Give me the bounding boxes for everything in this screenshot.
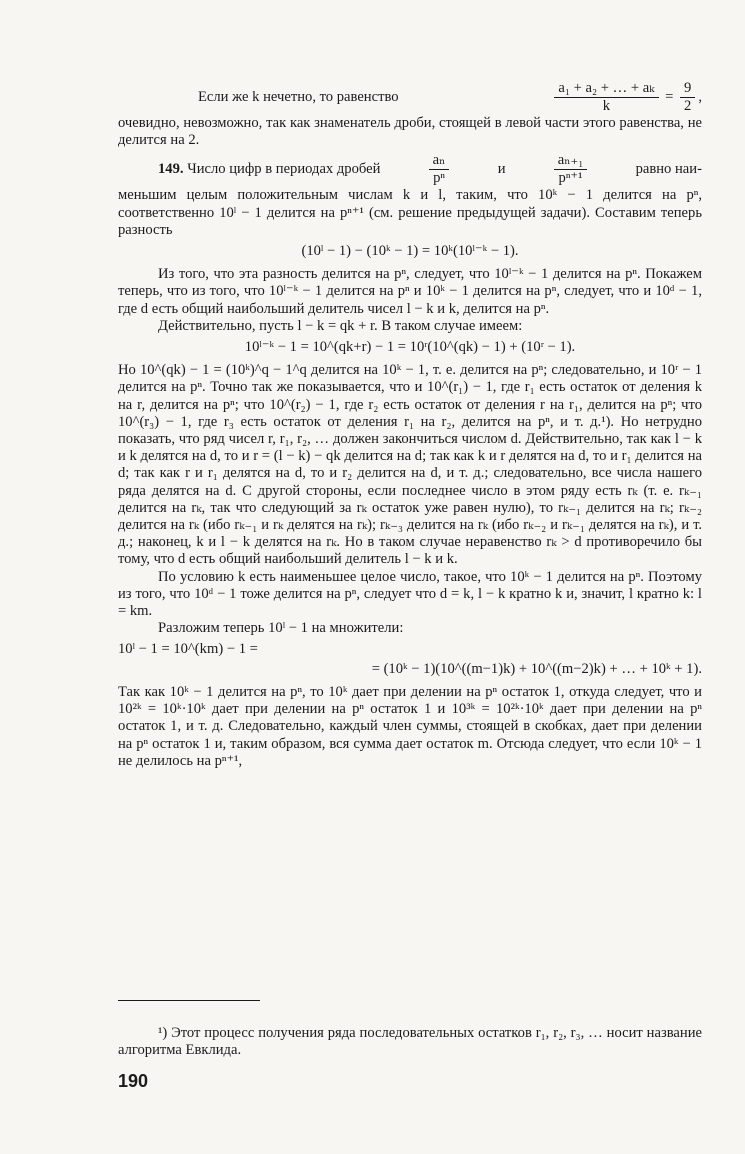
equation-difference: (10ˡ − 1) − (10ᵏ − 1) = 10ᵏ(10ˡ⁻ᵏ − 1). [301, 243, 519, 260]
fraction-an1-denominator: pⁿ⁺¹ [558, 170, 583, 187]
equation-factor-line-1: 10ˡ − 1 = 10^(km) − 1 = [118, 641, 258, 658]
paragraph-indeed: Действительно, пусть l − k = qk + r. В таком случае имеем: [158, 317, 523, 334]
nine-halves-fraction [680, 80, 695, 115]
footnote: ¹) Этот процесс получения ряда последовательных остатков r₁, r₂, r₃, … носит название алгоритма Евклида. [118, 1024, 702, 1059]
equation-factor-line-2: = (10ᵏ − 1)(10^((m−1)k) + 10^((m−2)k) + … + 10ᵏ + 1). [371, 660, 702, 677]
problem-number: 149. [158, 161, 184, 178]
fraction-an-denominator: pⁿ [433, 170, 445, 187]
paragraph-factorize: Разложим теперь 10ˡ − 1 на множители: [158, 620, 404, 637]
problem-149-first-line [118, 152, 702, 187]
paragraph-euclid-argument: Но 10^(qk) − 1 = (10ᵏ)^q − 1^q делится на 10ᵏ − 1, т. е. делится на pⁿ; следовательно, и 10ʳ − 1 делится на pⁿ. Точно так же показывается, что и 10^(r₁) − 1, где r₁ есть остаток от деления k на r, делится на pⁿ; что 10^(r₂) − 1, где r₂ есть остаток от деления r на r₁, делится на pⁿ; что 10^(r₃) − 1, где r₃ есть остаток от деления r₁ на r₂, делится на pⁿ, и т. д.¹). Но нетрудно показать, что ряд чисел r, r₁, r₂, … должен закончиться числом d. Действительно, так как l − k и k делятся на d, то и r = (l − k) − qk делится на d; так как k и r делятся на d, то и r₁ делится на d; так как r и r₁ делятся на d, то и r₂ делится на d, и т. д.; следовательно, все числа нашего ряда делятся на d. С другой стороны, если последнее число в этом ряду есть rₖ (т. е. rₖ₋₁ делится на rₖ, так что следующий за rₖ остаток уже равен нулю), то rₖ₋₁ делится на rₖ; rₖ₋₂ делится на rₖ (ибо rₖ₋₁ и rₖ делятся на rₖ); rₖ₋₃ делится на rₖ (ибо rₖ₋₂ и rₖ₋₁ делятся на rₖ), и т. д.; наконец, k и l − k делятся на rₖ. Но в таком случае неравенство rₖ > d противоречило бы тому, что d есть общий наибольший делитель l − k и k. [118, 362, 702, 568]
sum-fraction-denominator: k [602, 98, 611, 114]
intro-line [118, 80, 702, 115]
page-number: 190 [118, 1071, 149, 1091]
paragraph-divisibility: Из того, что эта разность делится на pⁿ, следует, что 10ˡ⁻ᵏ − 1 делится на pⁿ. Покажем теперь, что из того, что 10ˡ⁻ᵏ − 1 делится на pⁿ и 10ᵏ − 1 делится на pⁿ, следует, что и 10ᵈ − 1, где d есть общий наибольший делитель чисел l − k и k, делится на pⁿ. [118, 266, 702, 317]
problem-149-end: равно наи- [635, 161, 702, 178]
sum-fraction [554, 80, 658, 115]
intro-equation [551, 80, 702, 115]
fraction-an1-numerator: aₙ₊₁ [554, 152, 588, 170]
sum-fraction-numerator: a₁ + a₂ + … + aₖ [554, 80, 658, 98]
problem-149-start: Число цифр в периодах дробей [187, 161, 381, 178]
intro-continuation: очевидно, невозможно, так как знаменатель дроби, стоящей в левой части этого равенства, не делится на 2. [118, 115, 702, 149]
paragraph-remainder: Так как 10ᵏ − 1 делится на pⁿ, то 10ᵏ дает при делении на pⁿ остаток 1, откуда следует, что и 10²ᵏ = 10ᵏ·10ᵏ дает при делении на pⁿ остаток 1 и 10³ᵏ = 10²ᵏ·10ᵏ дает при делении на pⁿ остаток 1, и т. д. Следовательно, каждый член суммы, стоящей в скобках, дает при делении на pⁿ остаток 1 и, таким образом, вся сумма дает остаток m. Отсюда следует, что если 10ᵏ − 1 не делилось на pⁿ⁺¹, [118, 683, 702, 769]
footnote-divider [118, 1000, 260, 1001]
fraction-an1 [554, 152, 588, 187]
conjunction: и [497, 161, 506, 178]
intro-lead: Если же k нечетно, то равенство [198, 88, 399, 105]
nine-halves-denominator: 2 [684, 98, 692, 114]
paragraph-condition: По условию k есть наименьшее целое число, такое, что 10ᵏ − 1 делится на pⁿ. Поэтому из того, что 10ᵈ − 1 тоже делится на pⁿ, следует что d = k, l − k кратно k и, значит, l кратно k: l = km. [118, 568, 702, 620]
problem-149-lead [118, 161, 380, 178]
page-body [118, 80, 702, 770]
comma: , [698, 88, 702, 105]
fraction-an-numerator: aₙ [429, 152, 450, 170]
problem-149-continuation: меньшим целым положительным числам k и l, таким, что 10ᵏ − 1 делится на pⁿ, соответственно 10ˡ − 1 делится на pⁿ⁺¹ (см. решение предыдущей задачи). Составим теперь разность [118, 187, 702, 238]
fraction-an [429, 152, 450, 187]
equals-sign: = [665, 88, 674, 105]
nine-halves-numerator: 9 [680, 80, 695, 98]
equation-expansion: 10ˡ⁻ᵏ − 1 = 10^(qk+r) − 1 = 10ʳ(10^(qk) − 1) + (10ʳ − 1). [244, 339, 576, 356]
